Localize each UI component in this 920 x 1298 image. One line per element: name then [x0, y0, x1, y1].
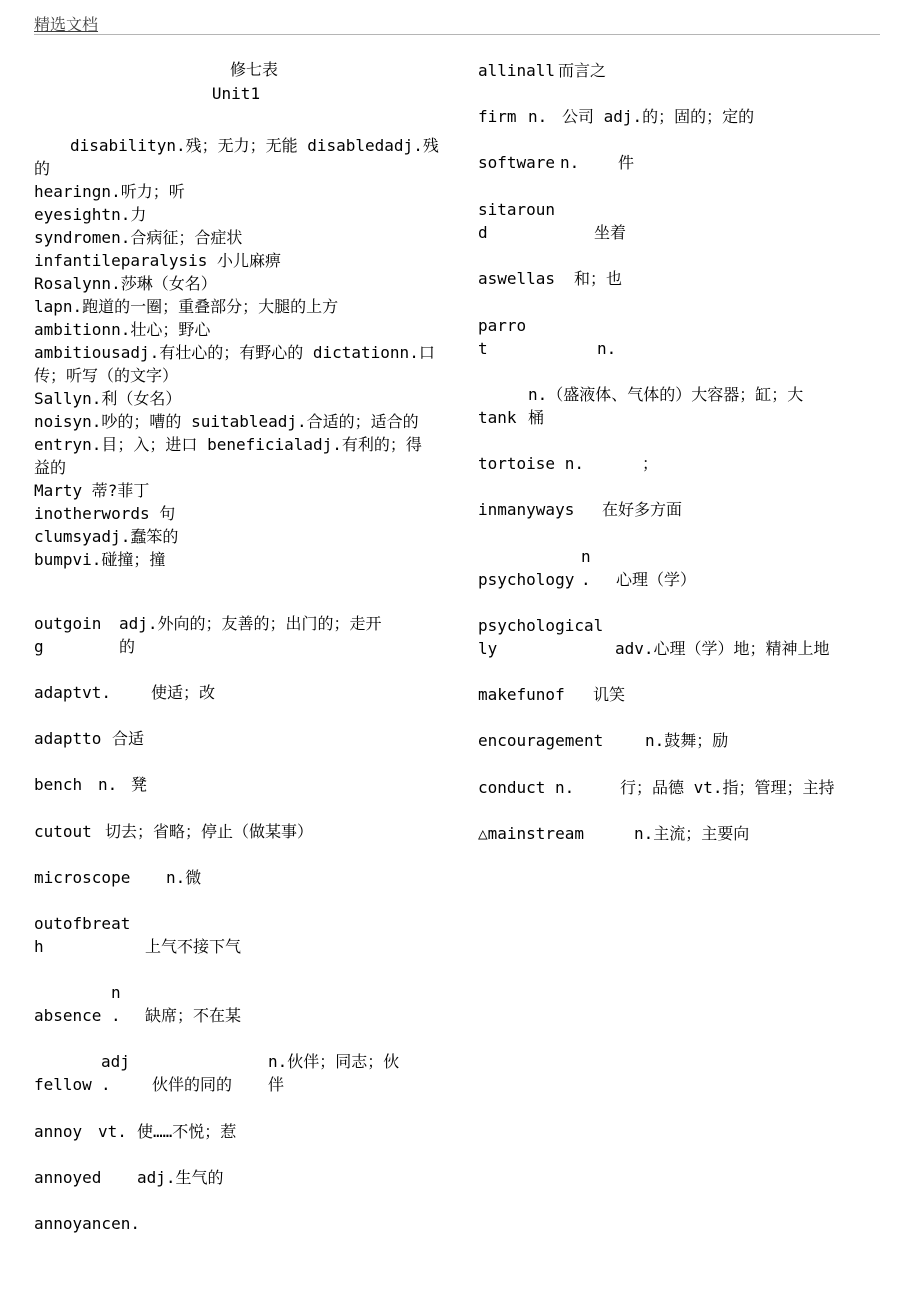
vocab-line: 益的 — [34, 458, 67, 477]
entry-definition: 切去；省略；停止（做某事） — [105, 822, 314, 841]
entry-definition: 而言之 — [558, 61, 607, 80]
vocab-line: entryn.目；入；进口 beneficialadj.有利的；得 — [34, 435, 422, 454]
entry-definition: 合适 — [112, 729, 145, 748]
entry-word: annoyed — [34, 1168, 102, 1187]
entry-pos: . — [581, 570, 591, 589]
entry-word: bench — [34, 775, 83, 794]
entry-definition: 坐着 — [594, 223, 627, 242]
entry-word: tortoise n. — [478, 454, 584, 473]
vocab-line: syndromen.合病征；合症状 — [34, 228, 243, 247]
entry-definition: 讥笑 — [593, 685, 626, 704]
entry-definition: n.主流；主要向 — [634, 824, 750, 843]
entry-word: outgoin — [34, 614, 102, 633]
entry-word: psychology — [478, 570, 575, 589]
entry-pos: vt. — [98, 1122, 127, 1141]
entry-pos: n. — [560, 153, 580, 172]
entry-word: microscope — [34, 868, 131, 887]
entry-pos: n — [581, 547, 591, 566]
entry-definition: n.伙伴；同志；伙 — [268, 1052, 400, 1071]
entry-pos: n — [111, 983, 121, 1002]
vocab-line: bumpvi.碰撞；撞 — [34, 550, 166, 569]
entry-word: inmanyways — [478, 500, 575, 519]
entry-word: fellow — [34, 1075, 92, 1094]
vocab-line: hearingn.听力；听 — [34, 182, 185, 201]
entry-definition: adv.心理（学）地；精神上地 — [615, 639, 830, 658]
entry-definition: 在好多方面 — [602, 500, 683, 519]
entry-definition: 行；品德 vt.指；管理；主持 — [620, 778, 835, 797]
entry-word: parro — [478, 316, 527, 335]
entry-word: psychological — [478, 616, 604, 635]
vocab-line: eyesightn.力 — [34, 205, 147, 224]
entry-pos: . — [101, 1075, 111, 1094]
entry-word: encouragement — [478, 731, 604, 750]
entry-definition: 伴 — [268, 1075, 285, 1094]
entry-word: annoyancen. — [34, 1214, 140, 1233]
unit-heading: Unit1 — [211, 84, 261, 103]
entry-pos: n. — [528, 107, 548, 126]
vocab-line: noisyn.吵的；嘈的 suitableadj.合适的；适合的 — [34, 412, 419, 431]
entry-word: outofbreat — [34, 914, 131, 933]
entry-word: ly — [478, 639, 498, 658]
vocab-line: clumsyadj.蠢笨的 — [34, 527, 179, 546]
vocab-line: disabilityn.残；无力；无能 disabledadj.残 — [70, 136, 439, 155]
entry-definition: 凳 — [131, 775, 148, 794]
entry-pos: . — [111, 1006, 121, 1025]
entry-definition: 使适；改 — [151, 683, 216, 702]
vocab-line: Sallyn.利（女名） — [34, 389, 182, 408]
entry-definition: n.（盛液体、气体的）大容器；缸；大 — [528, 385, 804, 404]
entry-word: adaptto — [34, 729, 102, 748]
entry-word: adaptvt. — [34, 683, 112, 702]
vocab-line: inotherwords 句 — [34, 504, 176, 523]
entry-word: allinall — [478, 61, 556, 80]
entry-word: absence — [34, 1006, 102, 1025]
entry-pos: n. — [555, 778, 575, 797]
entry-word: software — [478, 153, 556, 172]
entry-definition: 心理（学） — [616, 570, 697, 589]
header-label: 精选文档 — [34, 15, 99, 34]
vocab-line: infantileparalysis 小儿麻痹 — [34, 251, 282, 270]
entry-definition: 桶 — [528, 408, 545, 427]
entry-definition: 和；也 — [574, 269, 623, 288]
entry-definition: 缺席；不在某 — [145, 1006, 242, 1025]
entry-definition: 上气不接下气 — [145, 937, 242, 956]
entry-definition: 的 — [119, 637, 136, 656]
entry-definition: n.鼓舞；励 — [645, 731, 729, 750]
entry-word: t — [478, 339, 488, 358]
entry-pos: adj — [101, 1052, 130, 1071]
vocab-line: ambitiousadj.有壮心的；有野心的 dictationn.口 — [34, 343, 435, 362]
entry-pos: n. — [597, 339, 617, 358]
entry-pos: n. — [98, 775, 118, 794]
entry-word: d — [478, 223, 488, 242]
page-header — [34, 12, 880, 35]
entry-word: h — [34, 937, 44, 956]
entry-word: g — [34, 637, 44, 656]
entry-definition: n.微 — [166, 868, 202, 887]
vocab-line: Rosalynn.莎琳（女名） — [34, 274, 217, 293]
entry-word: aswellas — [478, 269, 556, 288]
entry-word: sitaroun — [478, 200, 556, 219]
entry-definition: 公司 adj.的；固的；定的 — [562, 107, 755, 126]
entry-word: cutout — [34, 822, 92, 841]
vocab-line: Marty 蒂?菲丁 — [34, 481, 150, 500]
entry-definition: 伙伴的同的 — [152, 1075, 233, 1094]
entry-word: firm — [478, 107, 517, 126]
entry-word: conduct — [478, 778, 546, 797]
vocab-line: lapn.跑道的一圈；重叠部分；大腿的上方 — [34, 297, 339, 316]
entry-definition: 使……不悦；惹 — [137, 1122, 237, 1141]
entry-definition: 件 — [618, 153, 635, 172]
entry-word: makefunof — [478, 685, 565, 704]
vocab-line: ambitionn.壮心；野心 — [34, 320, 211, 339]
entry-definition: ； — [642, 454, 659, 473]
entry-word: tank — [478, 408, 517, 427]
document-title: 修七表 — [229, 60, 278, 79]
vocab-line: 的 — [34, 159, 51, 178]
vocab-line: 传；听写（的文字） — [34, 366, 179, 385]
entry-word: annoy — [34, 1122, 83, 1141]
entry-word: △mainstream — [478, 824, 584, 843]
entry-definition: adj.外向的；友善的；出门的；走开 — [119, 614, 382, 633]
entry-definition: adj.生气的 — [137, 1168, 224, 1187]
